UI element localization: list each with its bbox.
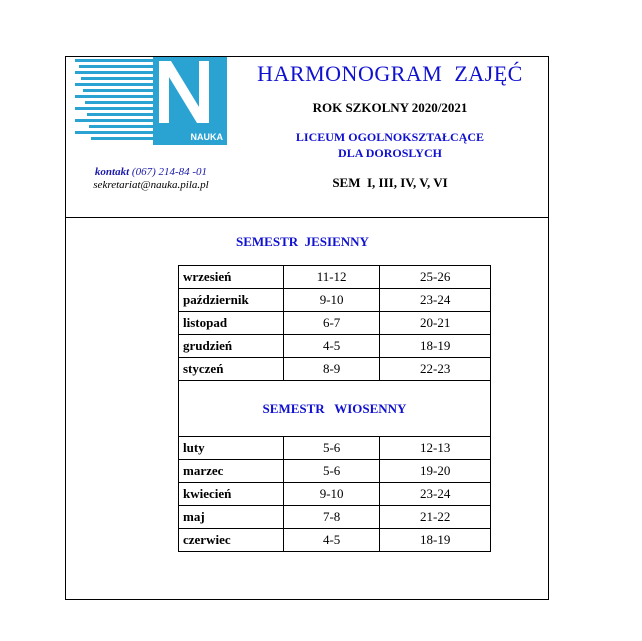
- table-row: [179, 437, 491, 460]
- date-cell: 4-5: [283, 529, 380, 552]
- nauka-logo: [75, 57, 227, 145]
- table-row: [179, 483, 491, 506]
- spring-semester-heading: SEMESTR WIOSENNY: [179, 381, 491, 437]
- table-row: [179, 529, 491, 552]
- date-cell: 18-19: [380, 335, 491, 358]
- date-cell: 25-26: [380, 266, 491, 289]
- school-name-line2: DLA DOROSLYCH: [338, 146, 442, 160]
- date-cell: 7-8: [283, 506, 380, 529]
- contact-phone[interactable]: (067) 214-84 -01: [131, 166, 208, 178]
- spring-semester-row: [179, 381, 491, 437]
- table-row: [179, 312, 491, 335]
- date-cell: 18-19: [380, 529, 491, 552]
- table-row: [179, 266, 491, 289]
- contact-block: [75, 166, 227, 192]
- month-cell: grudzień: [179, 335, 284, 358]
- semesters-list: SEM I, III, IV, V, VI: [332, 175, 448, 190]
- table-row: [179, 460, 491, 483]
- date-cell: 8-9: [283, 358, 380, 381]
- month-cell: maj: [179, 506, 284, 529]
- date-cell: 20-21: [380, 312, 491, 335]
- date-cell: 12-13: [380, 437, 491, 460]
- school-name: [232, 129, 548, 161]
- month-cell: czerwiec: [179, 529, 284, 552]
- date-cell: 19-20: [380, 460, 491, 483]
- header-divider: [65, 217, 549, 218]
- table-row: [179, 335, 491, 358]
- month-cell: marzec: [179, 460, 284, 483]
- date-cell: 9-10: [283, 289, 380, 312]
- month-cell: październik: [179, 289, 284, 312]
- table-row: [179, 358, 491, 381]
- autumn-semester-heading: SEMESTR JESIENNY: [236, 234, 369, 249]
- date-cell: 5-6: [283, 437, 380, 460]
- date-cell: 11-12: [283, 266, 380, 289]
- school-name-line1: LICEUM OGOLNOKSZTAŁCĄCE: [295, 130, 485, 144]
- date-cell: 5-6: [283, 460, 380, 483]
- table-row: [179, 506, 491, 529]
- contact-phone-line: [75, 166, 227, 179]
- logo-text: NAUKA: [190, 132, 223, 142]
- date-cell: 9-10: [283, 483, 380, 506]
- table-row: [179, 289, 491, 312]
- contact-label: kontakt: [94, 166, 130, 178]
- date-cell: 22-23: [380, 358, 491, 381]
- month-cell: wrzesień: [179, 266, 284, 289]
- date-cell: 23-24: [380, 483, 491, 506]
- school-year: ROK SZKOLNY 2020/2021: [312, 100, 468, 115]
- date-cell: 23-24: [380, 289, 491, 312]
- page-title: HARMONOGRAM ZAJĘĆ: [257, 61, 523, 86]
- date-cell: 6-7: [283, 312, 380, 335]
- month-cell: kwiecień: [179, 483, 284, 506]
- schedule-table: [178, 265, 491, 552]
- date-cell: 4-5: [283, 335, 380, 358]
- contact-email[interactable]: sekretariat@nauka.pila.pl: [93, 179, 209, 191]
- month-cell: listopad: [179, 312, 284, 335]
- date-cell: 21-22: [380, 506, 491, 529]
- month-cell: styczeń: [179, 358, 284, 381]
- month-cell: luty: [179, 437, 284, 460]
